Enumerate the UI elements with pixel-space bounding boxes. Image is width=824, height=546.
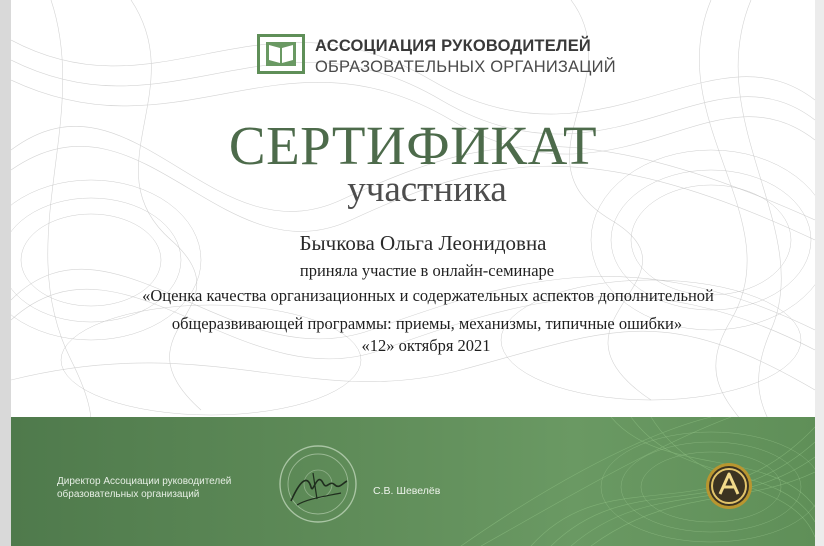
director-title-line1: Директор Ассоциации руководителей	[57, 476, 232, 487]
left-background-strip	[0, 0, 11, 546]
certificate-title: СЕРТИФИКАТ	[228, 115, 598, 176]
association-logo-icon	[257, 34, 305, 74]
certificate-footer	[11, 417, 815, 546]
seminar-date: «12» октября 2021	[361, 336, 491, 355]
gold-medal-icon	[705, 462, 753, 510]
director-title-line2: образовательных организаций	[57, 489, 200, 500]
seminar-title-line2: общеразвивающей программы: приемы, механизмы, типичные ошибки»	[171, 314, 683, 333]
director-title	[57, 475, 231, 501]
signatory-name: С.В. Шевелёв	[373, 485, 441, 497]
recipient-name: Бычкова Ольга Леонидовна	[299, 231, 547, 255]
participation-text: приняла участие в онлайн-семинаре	[299, 261, 555, 280]
organization-name-line2: ОБРАЗОВАТЕЛЬНЫХ ОРГАНИЗАЦИЙ	[315, 58, 616, 76]
certificate	[11, 0, 815, 546]
round-stamp-icon	[277, 443, 359, 525]
seminar-title-line1: «Оценка качества организационных и содержательных аспектов дополнительной	[142, 286, 714, 305]
organization-name-line1: АССОЦИАЦИЯ РУКОВОДИТЕЛЕЙ	[315, 37, 591, 55]
right-background-strip	[815, 0, 824, 546]
certificate-subtitle: участника	[347, 169, 507, 210]
